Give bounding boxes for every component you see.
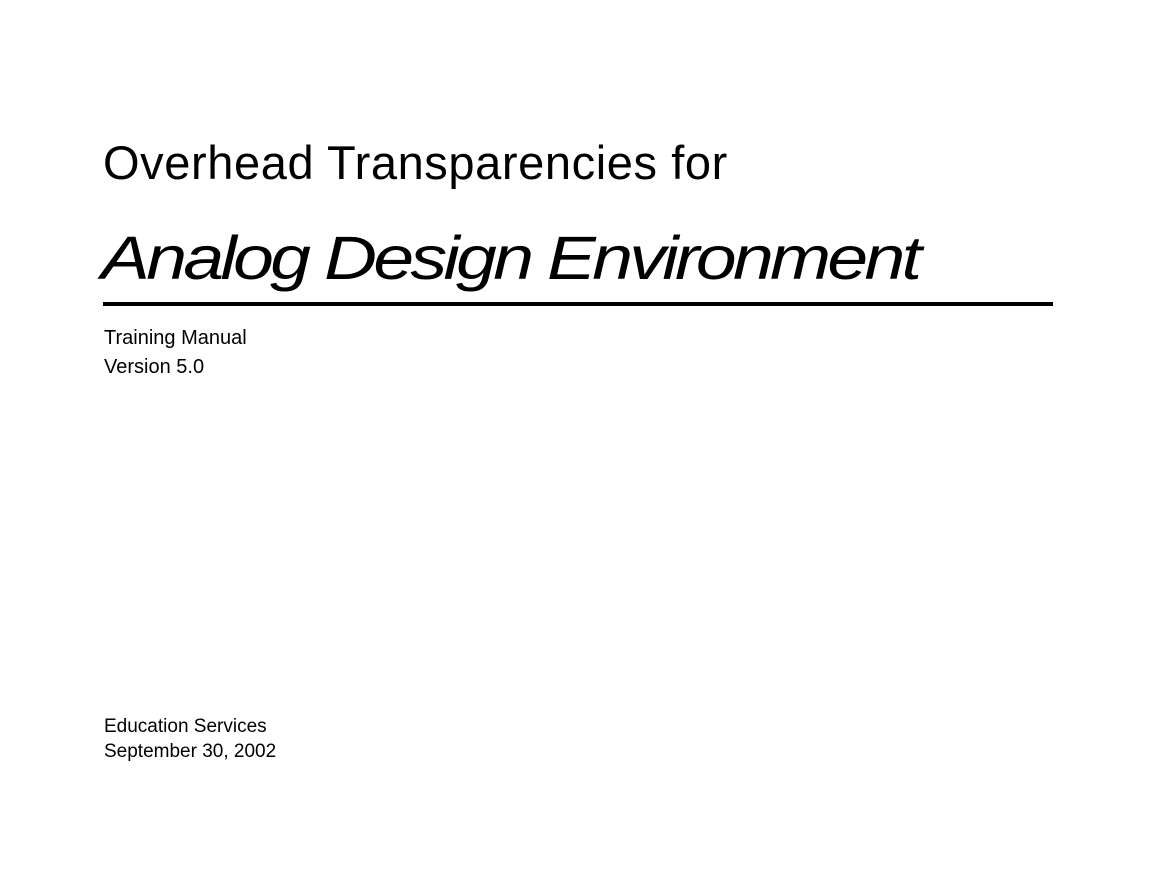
manual-type: Training Manual xyxy=(104,327,247,349)
date-label: September 30, 2002 xyxy=(104,741,277,762)
title-divider xyxy=(103,302,1053,306)
version-label: Version 5.0 xyxy=(104,356,205,378)
cover-title: Analog Design Environment xyxy=(101,224,919,292)
cover-subtitle: Overhead Transparencies for xyxy=(103,136,728,189)
department-label: Education Services xyxy=(104,716,267,737)
